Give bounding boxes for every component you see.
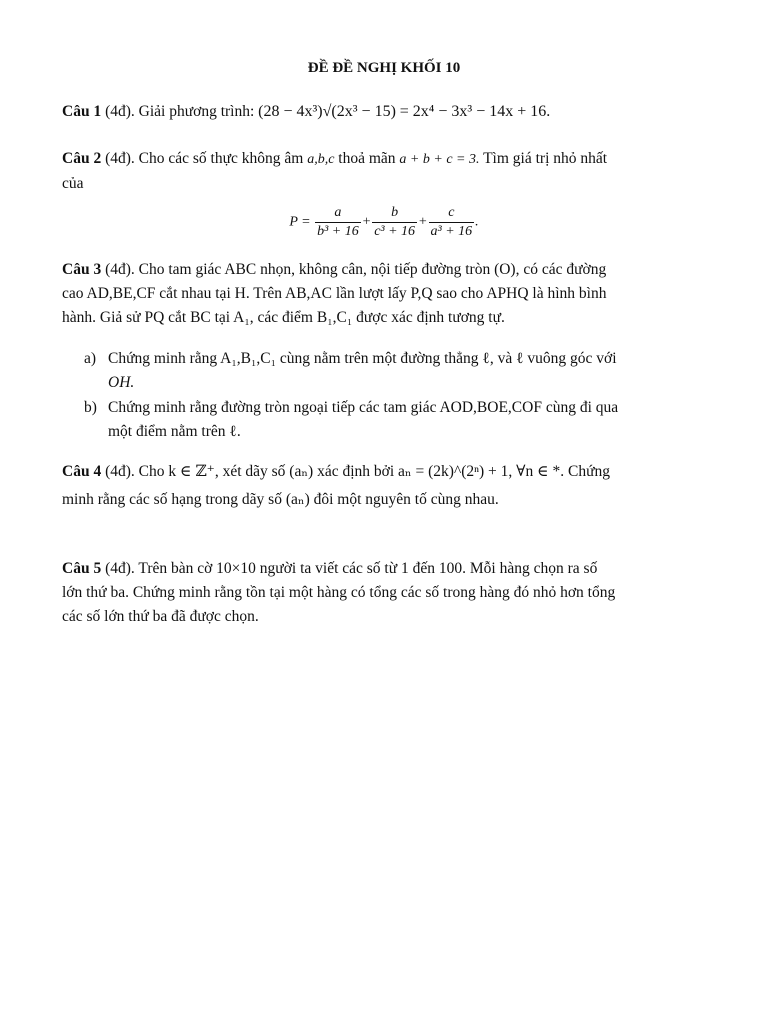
q2-text-c: Tìm giá trị nhỏ nhất [483,150,608,167]
q3-item-a-line-1: Chứng minh rằng A₁,B₁,C₁ cùng nằm trên một đường thẳng ℓ, và ℓ vuông góc với [108,350,617,367]
question-2 [62,147,707,196]
q3-line-3: hành. Giả sử PQ cắt BC tại A₁, các điểm B₁,C₁ được xác định tương tự. [62,309,505,326]
q5-points: (4đ). [105,560,135,577]
q1-equation-left: (28 − 4x³)√(2x³ − 15) [258,103,396,120]
fraction-2 [372,204,417,241]
q3-item-a-line-2: OH. [108,374,135,391]
fraction-1-numerator: a [315,204,361,223]
q5-line-3: các số lớn thứ ba đã được chọn. [62,608,259,625]
q2-text-d: của [62,175,84,192]
q1-points: (4đ). [105,103,135,120]
q2-label: Câu 2 [62,150,102,167]
question-3 [62,258,707,330]
fraction-1-denominator: b³ + 16 [317,224,359,239]
q2-formula: P = $\frac{a}{\text{b³ + 16}}$ + $\frac{b}{\text{c³ + 16}}$ + $\frac{c}{\text{a³ + 16}}$ . [289,205,479,239]
fraction-1 [315,204,361,241]
q3-item-a-label: a) [84,350,97,367]
q3-line-2: cao AD,BE,CF cắt nhau tại H. Trên AB,AC lần lượt lấy P,Q sao cho APHQ là hình bình [62,285,607,302]
q2-points: (4đ). [105,150,135,167]
q1-text: Giải phương trình: [138,103,255,120]
q2-vars: a,b,c [307,152,335,167]
q2-condition: a + b + c = 3. [399,152,480,167]
q4-label: Câu 4 [62,463,102,480]
q3-item-b-line-2: một điểm nằm trên ℓ. [108,423,241,440]
fraction-3-numerator: c [429,204,475,223]
q3-line-1: Cho tam giác ABC nhọn, không cân, nội tiếp đường tròn (O), có các đường [138,261,607,278]
q5-line-2: lớn thứ ba. Chứng minh rằng tồn tại một hàng có tổng các số trong hàng đó nhỏ hơn tổng [62,584,616,601]
q3-item-b-line-1: Chứng minh rằng đường tròn ngoại tiếp các tam giác AOD,BOE,COF cùng đi qua [108,399,619,416]
q5-line-1: Trên bàn cờ 10×10 người ta viết các số từ 1 đến 100. Mỗi hàng chọn ra số [138,560,598,577]
page-title: ĐỀ ĐỀ NGHỊ KHỐI 10 [307,60,461,76]
fraction-3-denominator: a³ + 16 [430,224,473,239]
q2-text-a: Cho các số thực không âm [138,150,304,167]
q3-points: (4đ). [105,261,135,278]
question-5 [62,557,707,629]
q1-equation-right: = 2x⁴ − 3x³ − 14x + 16. [399,103,551,120]
fraction-3 [429,204,475,241]
q3-item-b-label: b) [84,399,97,416]
q4-line-2: minh rằng các số hạng trong dãy số (aₙ) đôi một nguyên tố cùng nhau. [62,491,499,508]
fraction-2-denominator: c³ + 16 [374,224,416,239]
fraction-2-numerator: b [372,204,417,223]
question-4 [62,458,707,514]
q5-label: Câu 5 [62,560,102,577]
formula-lhs: P = [289,214,311,230]
q3-label: Câu 3 [62,261,102,278]
q2-text-b: thoả mãn [338,150,396,167]
question-1 [62,100,707,124]
q1-label: Câu 1 [62,103,102,120]
q4-line-1: Cho k ∈ ℤ⁺, xét dãy số (aₙ) xác định bởi aₙ = (2k)^(2ⁿ) + 1, ∀n ∈ *. Chứng [138,463,610,480]
q4-points: (4đ). [105,463,135,480]
